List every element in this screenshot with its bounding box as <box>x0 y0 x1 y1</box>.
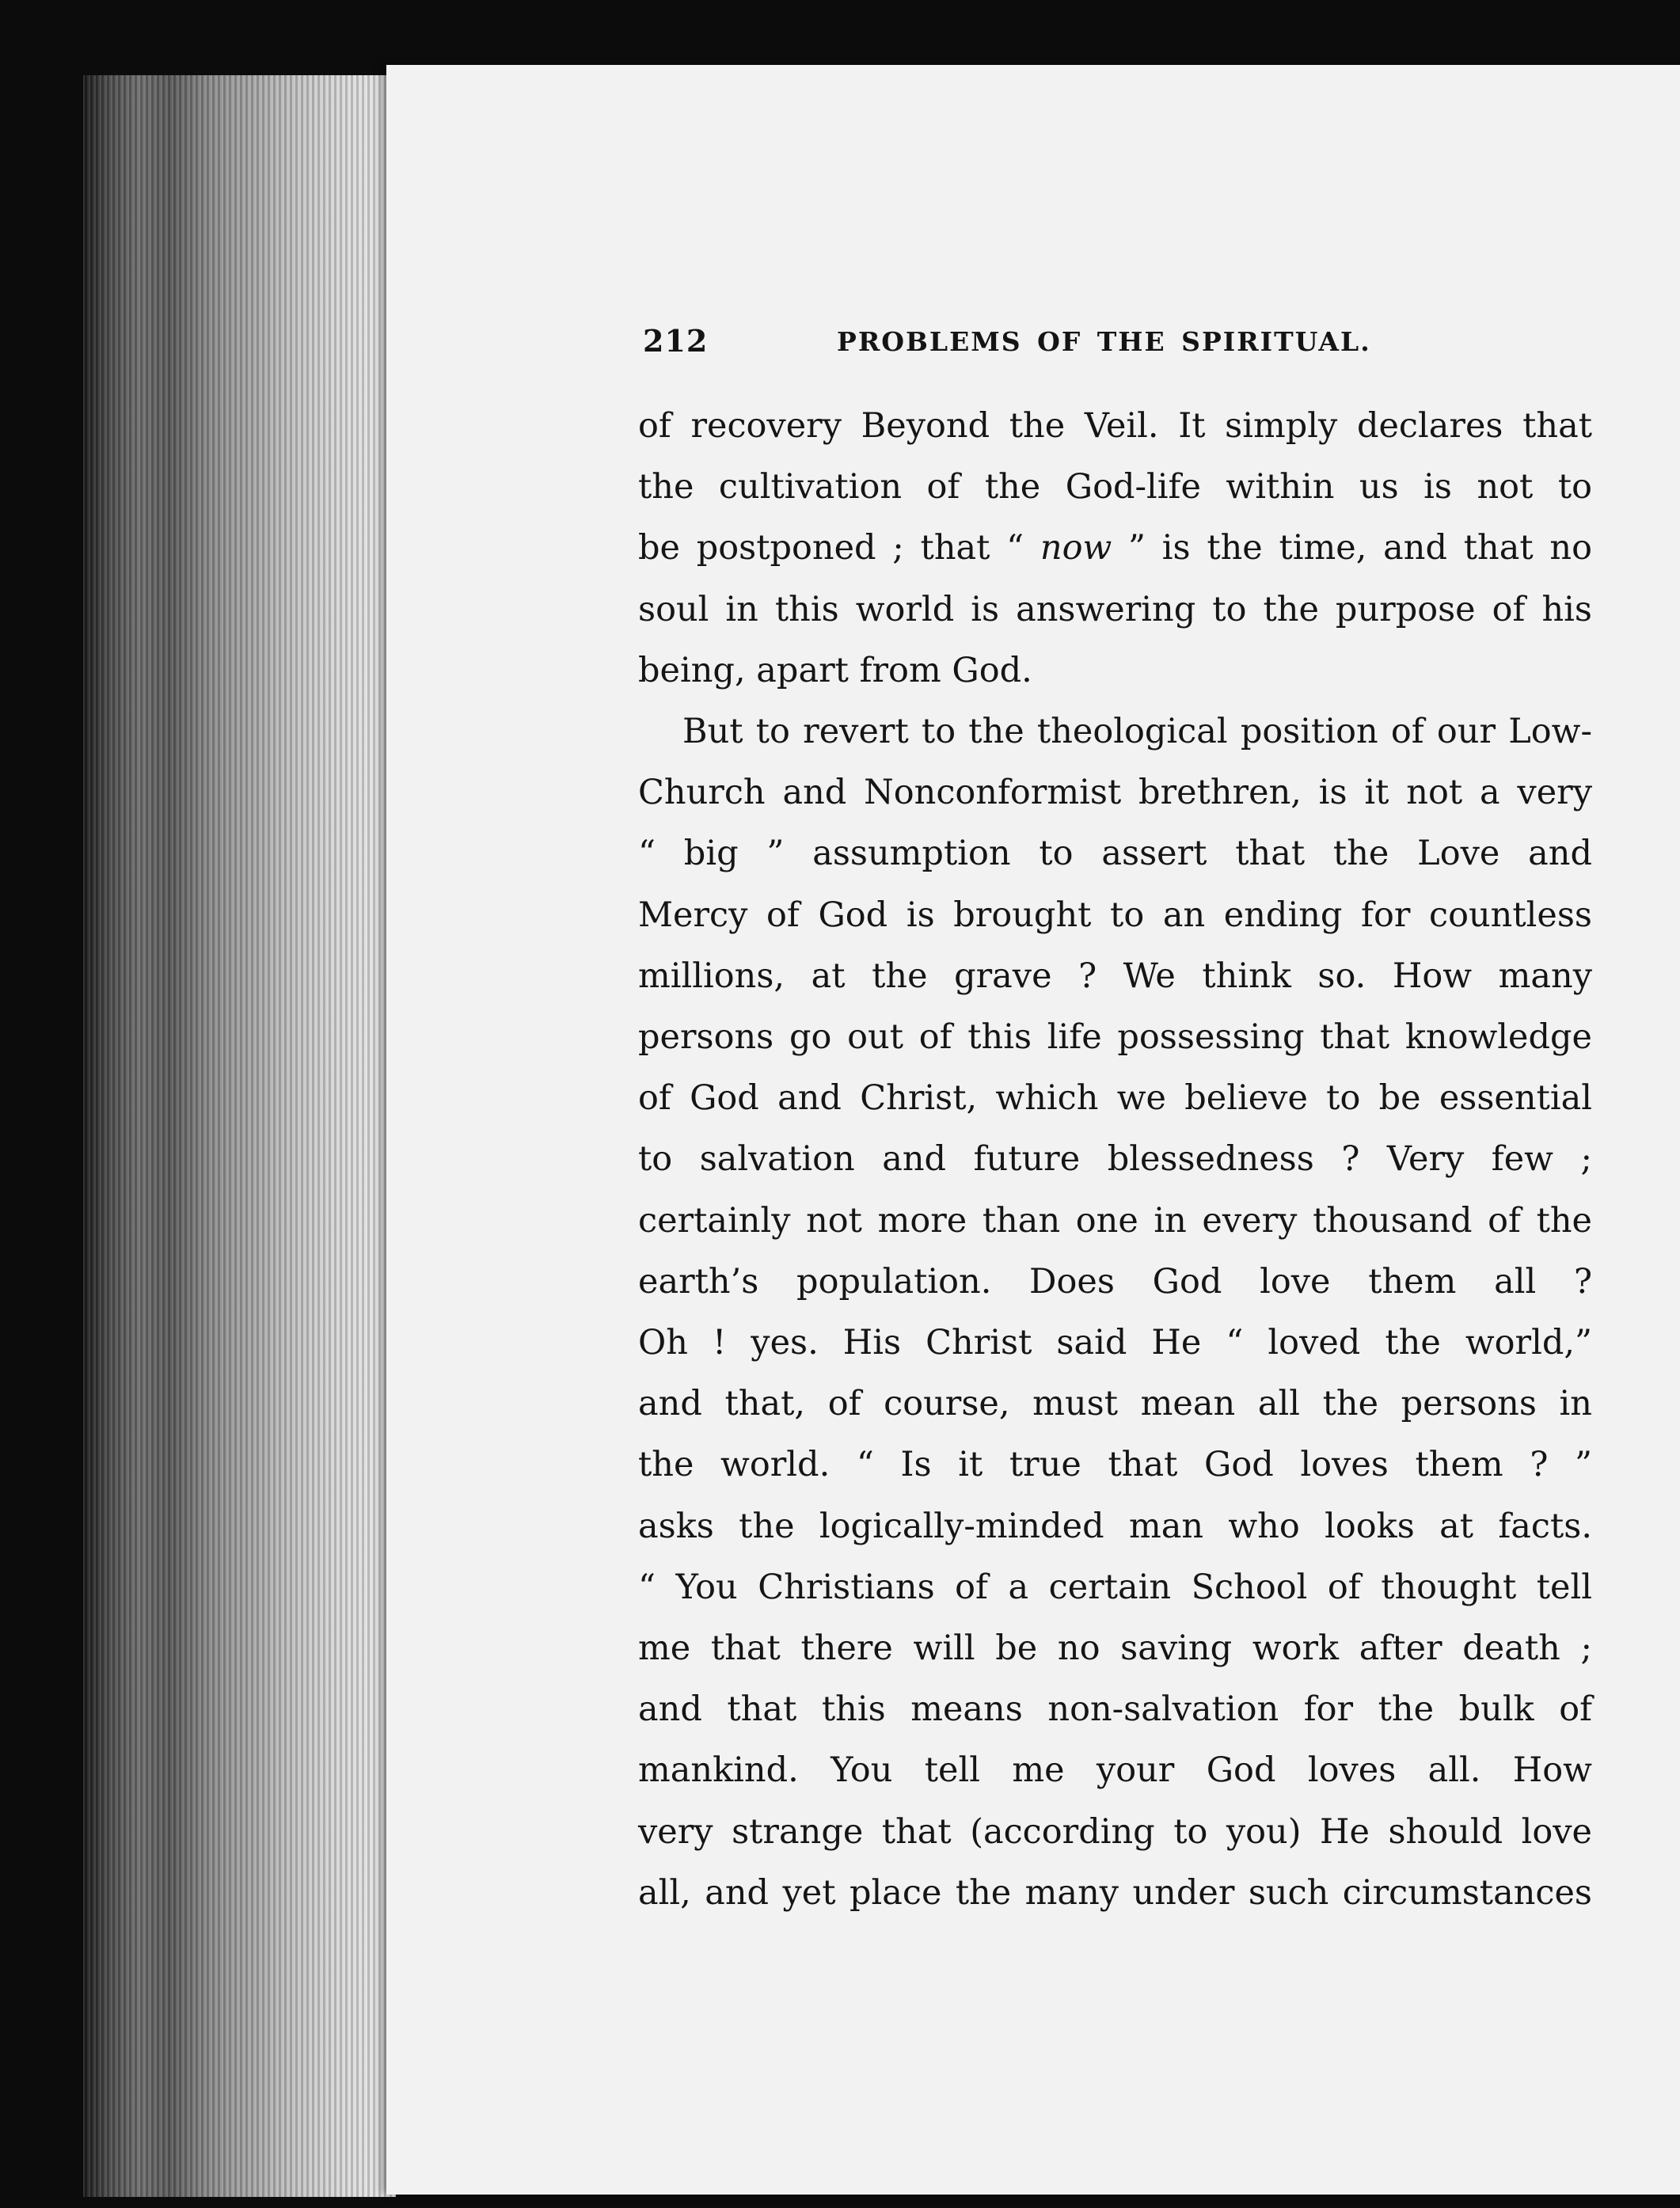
text-line: millions, at the grave ? We think so. How many <box>638 956 1592 996</box>
body-text <box>638 396 1592 1924</box>
emphasis-text: now <box>1040 528 1112 568</box>
text-line: But to revert to the theological position of our Low- <box>682 712 1592 752</box>
running-title: PROBLEMS OF THE SPIRITUAL. <box>837 326 1371 357</box>
text-line: “ You Christians of a certain School of thought tell <box>638 1567 1592 1607</box>
text-line: being, apart from God. <box>638 650 1032 690</box>
text-line: and that, of course, must mean all the persons in <box>638 1384 1592 1424</box>
text-line: Mercy of God is brought to an ending for countless <box>638 895 1592 935</box>
page-edge-stack <box>83 75 396 2197</box>
text-line: very strange that (according to you) He should love <box>638 1811 1592 1852</box>
text-line: all, and yet place the many under such circumstances <box>638 1872 1592 1913</box>
text-line: and that this means non-salvation for the bulk of <box>638 1689 1592 1730</box>
text-line: the cultivation of the God-life within us is not to <box>638 467 1592 507</box>
text-line: Oh ! yes. His Christ said He “ loved the world,” <box>638 1323 1592 1363</box>
page-number: 212 <box>643 323 709 359</box>
text-line: Church and Nonconformist brethren, is it not a very <box>638 773 1592 813</box>
text-line: mankind. You tell me your God loves all. How <box>638 1750 1592 1791</box>
text-line: certainly not more than one in every thousand of the <box>638 1200 1592 1241</box>
text-line: asks the logically-minded man who looks at facts. <box>638 1506 1592 1546</box>
paragraph-2 <box>638 701 1592 1924</box>
text-line: the world. “ Is it true that God loves them ? ” <box>638 1445 1592 1485</box>
text-line: soul in this world is answering to the purpose of his <box>638 589 1592 629</box>
text-line: persons go out of this life possessing that knowledge <box>638 1017 1592 1058</box>
text-line: me that there will be no saving work after death ; <box>638 1628 1592 1669</box>
text-line: of God and Christ, which we believe to be essential <box>638 1078 1592 1119</box>
paragraph-1 <box>638 396 1592 701</box>
text-line: to salvation and future blessedness ? Very few ; <box>638 1139 1592 1180</box>
text-line: of recovery Beyond the Veil. It simply declares that <box>638 406 1592 446</box>
page-header <box>643 323 1585 371</box>
text-line: “ big ” assumption to assert that the Love and <box>638 834 1592 874</box>
text-line: be postponed ; that “ now ” is the time, and that no <box>638 528 1592 568</box>
text-line: earth’s population. Does God love them all ? <box>638 1261 1592 1302</box>
